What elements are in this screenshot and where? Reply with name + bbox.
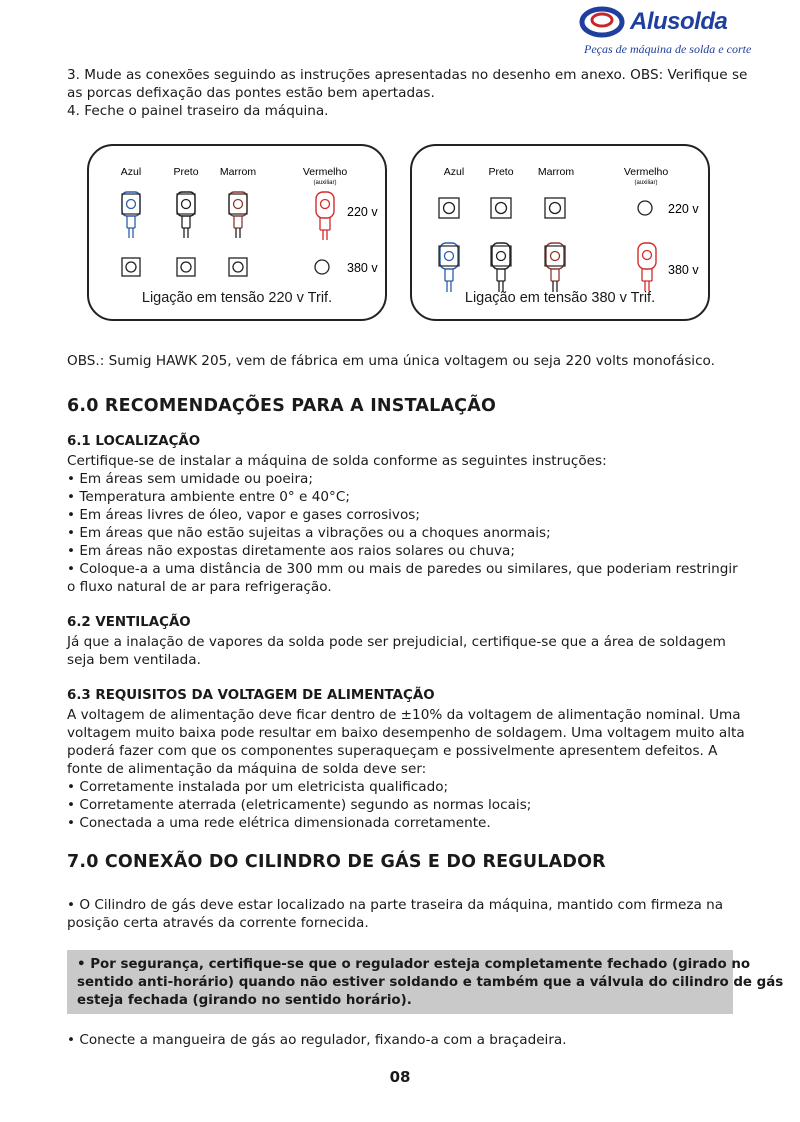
obs-note: OBS.: Sumig HAWK 205, vem de fábrica em uma única voltagem ou seja 220 volts monofásico. [67,353,715,369]
section-7-paragraph-1: • O Cilindro de gás deve estar localizado na parte traseira da máquina, mantido com firmeza na posição certa através da corrente fornecida. [67,897,724,931]
list-item: • Em áreas que não estão sujeitas a vibrações ou a choques anormais; [67,525,551,541]
terminal-icon [439,198,459,218]
terminal-icon [177,258,195,276]
label-auxiliar: (auxiliar) [313,180,337,186]
label-auxiliar: (auxiliar) [634,180,658,186]
terminal-icon [545,198,565,218]
lug-red-icon [638,243,656,291]
lug-blue-icon [439,243,459,292]
section-6-2-body: Já que a inalação de vapores da solda pode ser prejudicial, certifique-se que a área de soldagem seja bem ventilada. [67,634,726,668]
diagram-caption: Ligação em tensão 380 v Trif. [464,290,656,306]
label-marrom: Marrom [219,166,257,178]
step-4: 4. Feche o painel traseiro da máquina. [67,103,329,119]
section-6-1-body: Certifique-se de instalar a máquina de solda conforme as seguintes instruções: • Em áreas sem umidade ou poeira; • Temperatura ambiente entre 0° e 40°C; • Em áreas livres de óleo, vapor e gases corrosivos; • Em áreas que não estão sujeitas a vibrações ou a choques anormais; • Em áreas não expostas diretamente aos raios solares ou chuva; • Coloque-a a uma distância de 300 mm ou mais de paredes ou similares, que poderiam restringir o fluxo natural de ar para refrigeração. [67,453,738,595]
list-item: • Temperatura ambiente entre 0° e 40°C; [67,489,350,505]
lug-black-icon [491,243,511,292]
lug-blue-icon [122,192,140,238]
wiring-diagram-220v [87,144,387,321]
label-azul: Azul [120,166,142,178]
terminal-aux-icon [638,201,652,215]
diagram-caption: Ligação em tensão 220 v Trif. [141,290,333,306]
terminal-icon [122,258,140,276]
brand-logo [578,4,752,60]
label-380v: 380 v [668,263,699,277]
label-380v: 380 v [347,261,378,275]
section-6-title: 6.0 RECOMENDAÇÕES PARA A INSTALAÇÃO [67,396,497,416]
section-7-title: 7.0 CONEXÃO DO CILINDRO DE GÁS E DO REGULADOR [67,852,606,872]
section-6-3-body: A voltagem de alimentação deve ficar dentro de ±10% da voltagem de alimentação nominal. Uma voltagem muito baixa pode resultar em baixo desempenho de soldagem. Uma voltagem muito alta poderá fazer com que os componentes superaqueçam e possivelmente apresentem defeitos. A fonte de alimentação da máquina de solda deve ser: • Corretamente instalada por um eletricista qualificado; • Corretamente aterrada (eletricamente) segundo as normas locais; • Conectada a uma rede elétrica dimensionada corretamente. [67,707,745,831]
label-azul: Azul [443,166,465,178]
list-item: • Conectada a uma rede elétrica dimensionada corretamente. [67,815,491,831]
label-marrom: Marrom [537,166,575,178]
list-item: • Corretamente aterrada (eletricamente) segundo as normas locais; [67,797,532,813]
brand-name: Alusolda [630,8,728,35]
label-220v: 220 v [347,205,378,219]
label-preto: Preto [173,166,199,178]
lug-brown-icon [545,243,565,292]
terminal-icon [491,198,511,218]
safety-warning-box: • Por segurança, certifique-se que o regulador esteja completamente fechado (girado no sentido anti-horário) quando não estiver soldando e também que a válvula do cilindro de gás esteja fechada (girando no sentido horário). [67,950,733,1014]
list-item: • Corretamente instalada por um eletricista qualificado; [67,779,449,795]
label-vermelho: Vermelho [623,166,669,178]
step-3: 3. Mude as conexões seguindo as instruções apresentadas no desenho em anexo. OBS: Verifique se as porcas defixação das pontes estão bem apertadas. [67,67,748,101]
logo-swoosh-icon [578,4,638,44]
lug-brown-icon [229,192,247,238]
lug-black-icon [177,192,195,238]
label-preto: Preto [488,166,514,178]
list-item: • Em áreas sem umidade ou poeira; [67,471,313,487]
lug-red-icon [316,192,334,240]
terminal-aux-icon [315,260,329,274]
terminal-icon [229,258,247,276]
list-item: • Em áreas não expostas diretamente aos raios solares ou chuva; [67,543,515,559]
list-item: • Em áreas livres de óleo, vapor e gases corrosivos; [67,507,420,523]
wiring-diagram-380v [410,144,710,321]
section-6-2-title: 6.2 VENTILAÇÃO [67,615,191,630]
label-220v: 220 v [668,202,699,216]
label-vermelho: Vermelho [302,166,348,178]
section-6-3-title: 6.3 REQUISITOS DA VOLTAGEM DE ALIMENTAÇÃO [67,688,435,703]
section-6-1-title: 6.1 LOCALIZAÇÃO [67,434,201,449]
brand-tagline: Peças de máquina de solda e corte [584,42,752,56]
list-item: • Coloque-a a uma distância de 300 mm ou mais de paredes ou similares, que poderiam restringir [67,561,738,577]
section-7-paragraph-3: • Conecte a mangueira de gás ao regulador, fixando-a com a braçadeira. [67,1032,567,1048]
page-number: 08 [389,1068,411,1086]
